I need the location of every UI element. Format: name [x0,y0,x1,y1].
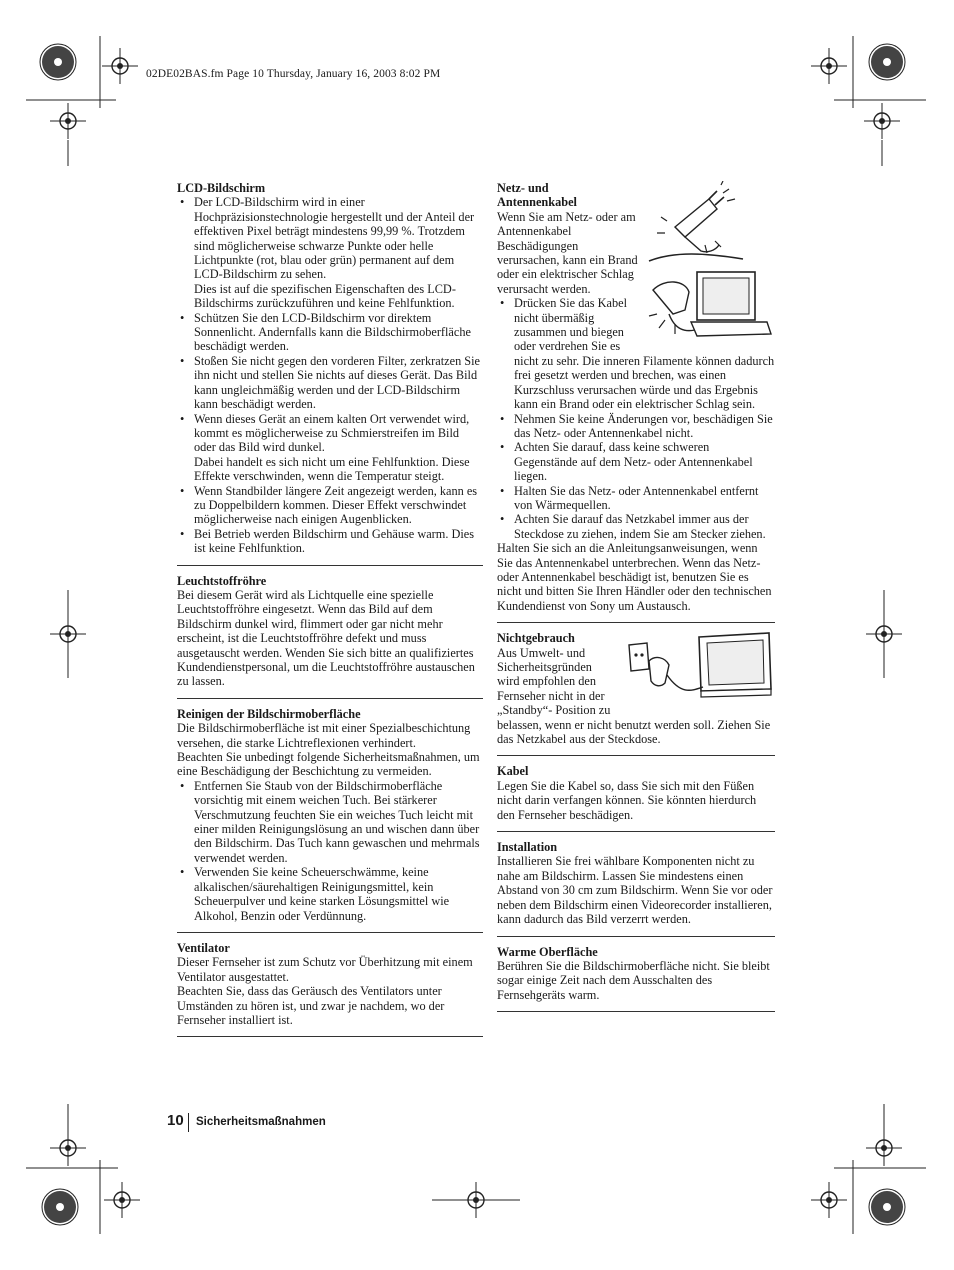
list-item: • Wenn dieses Gerät an einem kalten Ort verwendet wird, kommt es möglicherweise zu Schmierstreifen im Bild oder das Bild wird dunkel. Dabei handelt es sich nicht um eine Fehlfunktion. Diese Effekte verschwinden, wenn die Temperatur steigt. [177,412,483,484]
installation-text: Installieren Sie frei wählbare Komponenten nicht zu nahe am Bildschirm. Lassen Sie mindestens einen Abstand von 30 cm zum Bildschirm. Wenn Sie vor oder neben dem Bildschirm einen Videorecorder installieren, kann dadurch das Bild verzerrt werden. [497,854,773,927]
heading-nonuse: Nichtgebrauch [497,631,575,646]
lamp-text: Bei diesem Gerät wird als Lichtquelle eine spezielle Leuchtstoffröhre eingesetzt. Wenn das Bild auf dem Bildschirm dunkel wird, flimmert oder gar nicht mehr erscheint, ist die Leuchtstoffröhre defekt und muss ausgetauscht werden. Wenden Sie sich bitte an qualifiziertes Kundendienstpersonal, um die Leuchtstoffröhre austauschen zu lassen. [177,587,475,689]
crosshair-icon [50,103,86,139]
section-cable [497,764,775,832]
section-installation [497,840,775,936]
heading-cleaning: Reinigen der Bildschirmoberfläche [177,706,361,721]
list-item: • Halten Sie das Netz- oder Antennenkabel entfernt von Wärmequellen. [497,484,775,513]
list-item: • Stoßen Sie nicht gegen den vorderen Filter, zerkratzen Sie ihn nicht und stellen Sie nichts auf dieses Gerät. Das Bild kann ungleichmäßig werden und der LCD-Bildschirm kann beschädigt werden. [177,354,483,412]
crosshair-icon [50,1130,86,1166]
cable-text: Legen Sie die Kabel so, dass Sie sich mit den Füßen nicht darin verfangen können. Sie könnten hierdurch den Fernseher beschädigen. [497,778,757,822]
crosshair-icon [102,48,138,84]
crosshair-icon [104,1182,140,1218]
list-item: • Entfernen Sie Staub von der Bildschirmoberfläche vorsichtig mit einem weichen Tuch. Bei stärkerer Verschmutzung feuchten Sie ein weiches Tuch leicht mit einer milden Reinigungslösung an und wischen dann über den Bildschirm. Das Tuch kann gewaschen und mehrmals verwendet werden. [177,779,483,865]
cables-bullet-list [497,296,775,541]
unplug-illustration [621,631,775,712]
nonuse-text: Aus Umwelt- und Sicherheitsgründen wird empfohlen den Fernseher nicht in der „Standby“- Position zu belassen, wenn er nicht benutzt werden soll. Ziehen Sie das Netzkabel aus der Steckdose. [497,645,771,747]
list-item: • Wenn Standbilder längere Zeit angezeigt werden, kann es zu Doppelbildern kommen. Dieser Effekt verschwindet möglicherweise nach einigen Augenblicken. [177,484,483,527]
left-column [177,181,483,1045]
list-item: • Achten Sie darauf das Netzkabel immer aus der Steckdose zu ziehen, indem Sie am Stecker ziehen. [497,512,775,541]
heading-lamp: Leuchtstoffröhre [177,573,267,588]
list-item: • Bei Betrieb werden Bildschirm und Gehäuse warm. Dies ist keine Fehlfunktion. [177,527,483,556]
section-fan [177,941,483,1037]
star-target-icon [40,44,76,80]
section-lamp [177,574,483,699]
star-target-icon [869,1189,905,1225]
list-item: • Der LCD-Bildschirm wird in einer Hochpräzisionstechnologie hergestellt und der Anteil der effektiven Pixel beträgt mindestens 99,99 %. Trotzdem sind möglicherweise schwarze Punkte oder helle Lichtpunkte (rot, blau oder grün) permanent auf dem LCD-Bildschirm zu sehen. Dies ist auf die spezifischen Eigenschaften des LCD-Bildschirms zurückzuführen und keine Fehlfunktion. [177,195,483,310]
right-column [497,181,775,1020]
heading-cables-line2: Antennenkabel [497,195,577,210]
heading-cables-line1: Netz- und [497,181,549,195]
fan-text: Dieser Fernseher ist zum Schutz vor Überhitzung mit einem Ventilator ausgestattet. Beachten Sie, dass das Geräusch des Ventilators unter Umständen zu hören ist, und zwar je nachdem, wo der Fernseher installiert ist. [177,955,473,1027]
crosshair-icon [811,1182,847,1218]
crosshair-icon [811,48,847,84]
star-target-icon [869,44,905,80]
cleaning-bullet-list [177,779,483,923]
list-item: • Verwenden Sie keine Scheuerschwämme, keine alkalischen/säurehaltigen Reinigungsmittel, kein Scheuerpulver und keine starken Lösungsmittel wie Alkohol, Benzin oder Verdünnung. [177,865,483,923]
heading-fan: Ventilator [177,940,230,955]
heading-lcd: LCD-Bildschirm [177,181,266,195]
heading-installation: Installation [497,840,558,855]
file-info-header: 02DE02BAS.fm Page 10 Thursday, January 16, 2003 8:02 PM [146,68,441,80]
page-number: 10 [167,1112,184,1129]
cables-text: Wenn Sie am Netz- oder am Antennenkabel Beschädigungen verursachen, kann ein Brand oder ein elektrischer Schlag verursacht werden. [497,209,638,296]
section-cables [497,181,775,623]
list-item: • Nehmen Sie keine Änderungen vor, beschädigen Sie das Netz- oder Antennenkabel nicht. [497,412,775,441]
list-item: • Drücken Sie das Kabel nicht übermäßig zusammen und biegen oder verdrehen Sie es nicht zu sehr. Die inneren Filamente können dadurch frei gesetzt werden und brechen, was einen Kurzschluss verursachen würde und das Ergebnis kann ein Brand oder ein elektrischer Schlag sein. [497,296,775,411]
list-item: • Schützen Sie den LCD-Bildschirm vor direktem Sonnenlicht. Andernfalls kann die Bildschirmoberfläche beschädigt werden. [177,311,483,354]
section-lcd [177,181,483,566]
heading-warm: Warme Oberfläche [497,944,598,959]
damaged-plug-illustration [645,181,747,269]
heading-cable: Kabel [497,764,529,779]
crosshair-icon [864,103,900,139]
section-cleaning [177,707,483,933]
list-item: • Achten Sie darauf, dass keine schweren Gegenstände auf dem Netz- oder Antennenkabel liegen. [497,440,775,483]
tv-unplug-illustration [621,631,775,709]
section-warm [497,945,775,1013]
footer-section-title: Sicherheitsmaßnahmen [196,1116,326,1128]
lcd-bullet-list [177,195,483,555]
warm-text: Berühren Sie die Bildschirmoberfläche nicht. Sie bleibt sogar einige Zeit nach dem Ausschalten des Fernsehgeräts warm. [497,958,770,1002]
crosshair-icon [866,1130,902,1166]
star-target-icon [42,1189,78,1225]
section-nonuse [497,631,775,756]
cleaning-text: Die Bildschirmoberfläche ist mit einer Spezialbeschichtung versehen, die starke Lichtreflexionen verhindert. Beachten Sie unbedingt folgende Sicherheitsmaßnahmen, um eine Beschädigung der Beschichtung zu vermeiden. [177,721,480,779]
cables-closing-text: Halten Sie sich an die Anleitungsanweisungen, wenn Sie das Antennenkabel unterbrechen. Wenn das Netz- oder Antennenkabel beschädigt ist, benutzen Sie es nicht und bitten Sie Ihren Händler oder den technischen Kundendienst von Sony um Austausch. [497,541,772,613]
footer-divider [188,1113,189,1132]
